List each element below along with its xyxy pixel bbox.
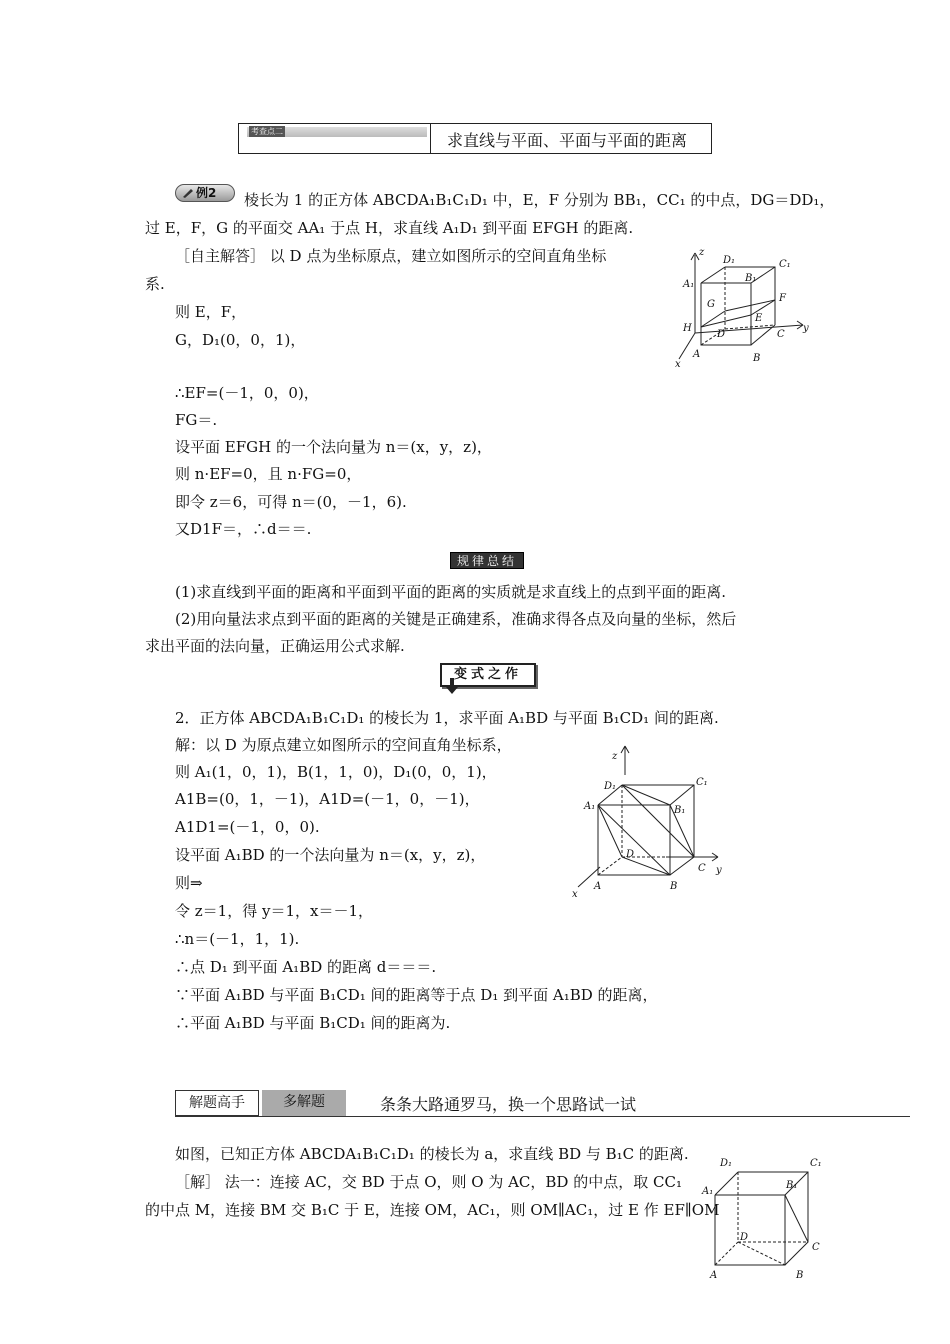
- figure-vertex-label: D₁: [604, 781, 617, 792]
- solution-line-10: 又D1F＝，∴d＝＝.: [175, 520, 312, 538]
- variant-answer-10: ∵平面 A₁BD 与平面 B₁CD₁ 间的距离等于点 D₁ 到平面 A₁BD 的距离，: [175, 986, 658, 1004]
- figure-vertex-label: C: [698, 863, 706, 874]
- solution-line-1: ［自主解答］ 以 D 点为坐标原点，建立如图所示的空间直角坐标: [175, 247, 607, 265]
- rule-summary-badge: 规律总结: [450, 552, 524, 569]
- section-divider: [175, 1116, 910, 1117]
- figure-vertex-label: B₁: [786, 1180, 798, 1191]
- figure-vertex-label: F: [779, 293, 786, 304]
- figure-vertex-label: A: [594, 881, 602, 892]
- slogan: 条条大路通罗马，换一个思路试一试: [380, 1095, 637, 1114]
- variant-question: 2．正方体 ABCDA₁B₁C₁D₁ 的棱长为 1，求平面 A₁BD 与平面 B₁CD₁ 间的距离.: [175, 709, 719, 727]
- solution-line-6: FG＝.: [175, 411, 218, 429]
- variant-answer-9: ∴点 D₁ 到平面 A₁BD 的距离 d＝＝＝.: [175, 958, 437, 976]
- figure-vertex-label: A₁: [683, 279, 695, 290]
- figure-vertex-label: E: [755, 313, 763, 324]
- cube-figure-3: [700, 1150, 830, 1285]
- variant-answer-5: 设平面 A₁BD 的一个法向量为 n＝(x，y，z)，: [175, 846, 486, 864]
- section-header: [238, 123, 712, 154]
- variant-answer-8: ∴n＝(－1，1，1).: [175, 930, 300, 948]
- solution-line-5: ∴EF=(－1，0，0)，: [175, 384, 319, 402]
- figure-vertex-label: D: [740, 1232, 749, 1243]
- figure-vertex-label: H: [683, 323, 692, 334]
- solution-line-3: 则 E，F，: [175, 303, 247, 321]
- section-tag: [247, 127, 427, 137]
- solution-line-8: 则 n·EF=0，且 n·FG=0，: [175, 465, 362, 483]
- figure-vertex-label: y: [803, 323, 809, 334]
- figure-vertex-label: C₁: [810, 1158, 822, 1169]
- figure-vertex-label: D₁: [720, 1158, 733, 1169]
- figure-vertex-label: C: [777, 329, 785, 340]
- variant-answer-11: ∴平面 A₁BD 与平面 B₁CD₁ 间的距离为.: [175, 1014, 451, 1032]
- solution-line-4: G，D₁(0，0，1)，: [175, 331, 306, 349]
- figure-vertex-label: D: [626, 849, 635, 860]
- example-badge-label: 例2: [196, 186, 217, 200]
- figure-vertex-label: A₁: [702, 1186, 714, 1197]
- figure-vertex-label: C₁: [696, 777, 708, 788]
- rule-paragraph-1: (1)求直线到平面的距离和平面到平面的距离的实质就是求直线上的点到平面的距离.: [175, 583, 727, 601]
- figure-vertex-label: B: [670, 881, 678, 892]
- figure-vertex-label: G: [707, 299, 715, 310]
- figure-vertex-label: C₁: [779, 259, 791, 270]
- variant-answer-7: 令 z＝1，得 y＝1，x＝－1，: [175, 902, 374, 920]
- solution-line-9: 即令 z＝6，可得 n＝(0，－1，6).: [175, 493, 407, 511]
- figure-vertex-label: x: [675, 359, 681, 370]
- arrow-down-icon: [446, 678, 458, 694]
- figure-vertex-label: A: [693, 349, 701, 360]
- figure-vertex-label: y: [716, 865, 722, 876]
- rule-paragraph-2b: 求出平面的法向量，正确运用公式求解.: [145, 637, 405, 655]
- figure-vertex-label: D₁: [723, 255, 736, 266]
- figure-vertex-label: C: [812, 1242, 820, 1253]
- solution-line-7: 设平面 EFGH 的一个法向量为 n＝(x，y，z)，: [175, 438, 492, 456]
- multi-problem: 如图，已知正方体 ABCDA₁B₁C₁D₁ 的棱长为 a，求直线 BD 与 B₁C 的距离.: [175, 1145, 689, 1163]
- variant-answer-2: 则 A₁(1，0，1)，B(1，1，0)，D₁(0，0，1)，: [175, 763, 497, 781]
- expert-tag: 解题高手: [175, 1090, 259, 1116]
- example-badge: [175, 184, 235, 202]
- figure-vertex-label: z: [699, 247, 705, 258]
- multi-solution-tag: 多解题: [262, 1090, 346, 1116]
- pen-icon: [182, 188, 194, 198]
- variant-answer-6: 则⇒: [175, 874, 203, 892]
- figure-vertex-label: B: [796, 1270, 804, 1281]
- multi-solution-2: 的中点 M，连接 BM 交 B₁C 于 E，连接 OM，AC₁，则 OM∥AC₁，过 E 作 EF∥OM: [145, 1201, 720, 1219]
- variant-badge: 变式之作: [440, 663, 536, 687]
- figure-vertex-label: x: [572, 889, 578, 900]
- example-line-2: 过 E，F，G 的平面交 AA₁ 于点 H，求直线 A₁D₁ 到平面 EFGH 的距离.: [145, 219, 634, 237]
- figure-vertex-label: B₁: [674, 805, 686, 816]
- variant-answer-3: A1B=(0，1，－1)，A1D=(－1，0，－1)，: [175, 790, 480, 808]
- multi-solution-1: ［解］ 法一：连接 AC，交 BD 于点 O，则 O 为 AC，BD 的中点，取 CC₁: [175, 1173, 682, 1191]
- figure-vertex-label: z: [612, 751, 618, 762]
- figure-vertex-label: D: [717, 329, 726, 340]
- rule-paragraph-2a: (2)用向量法求点到平面的距离的关键是正确建系，准确求得各点及向量的坐标，然后: [175, 610, 737, 628]
- solution-line-2: 系.: [145, 275, 165, 293]
- figure-vertex-label: B₁: [745, 273, 757, 284]
- figure-vertex-label: B: [753, 353, 761, 364]
- section-tag-label: 考查点二: [251, 127, 283, 136]
- variant-answer-1: 解：以 D 为原点建立如图所示的空间直角坐标系，: [175, 736, 512, 754]
- cube-figure-2: [570, 745, 730, 900]
- example-line-1: 棱长为 1 的正方体 ABCDA₁B₁C₁D₁ 中，E，F 分别为 BB₁，CC₁ 的中点，DG＝DD₁，: [244, 191, 835, 209]
- header-divider: [430, 124, 431, 153]
- cube-figure-1: [675, 245, 815, 370]
- section-title: 求直线与平面、平面与平面的距离: [447, 131, 688, 150]
- variant-answer-4: A1D1=(－1，0，0).: [175, 818, 320, 836]
- figure-vertex-label: A₁: [584, 801, 596, 812]
- figure-vertex-label: A: [710, 1270, 718, 1281]
